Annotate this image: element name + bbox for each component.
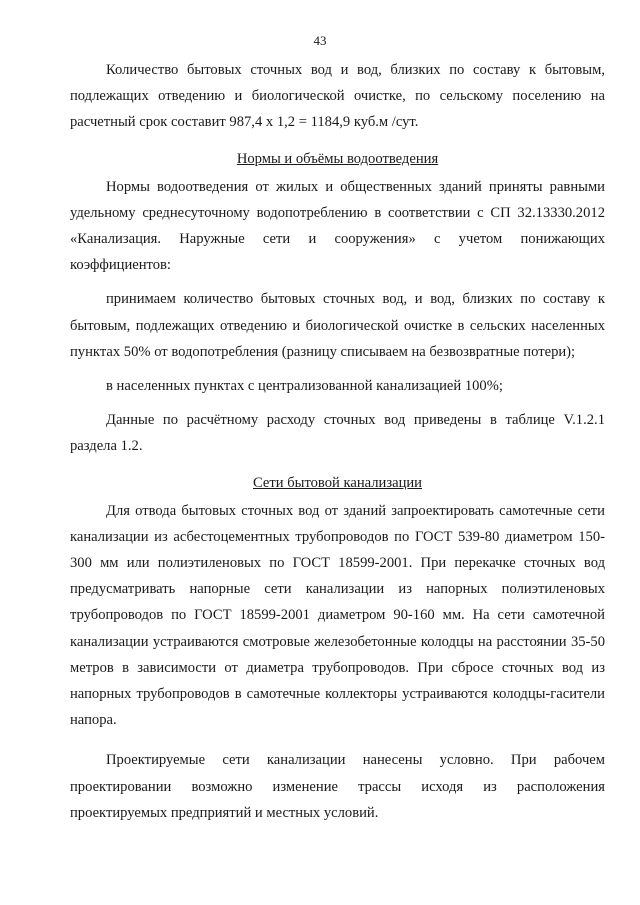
paragraph-design-note: Проектируемые сети канализации нанесены условно. При рабочем проектировании возможно изменение трассы исходя из расположения проектируемых предприятий и местных условий. xyxy=(70,752,605,821)
paragraph-rural-norm: принимаем количество бытовых сточных вод, и вод, близких по составу к бытовым, подлежащих отведению и биологической очистке в сельских населенных пунктах 50% от водопотребления (разницу списываем на безвозвратные потери); xyxy=(70,291,605,360)
paragraph-wastewater-volume: Количество бытовых сточных вод и вод, близких по составу к бытовым, подлежащих отведению и биологической очистке, по сельскому поселению на расчетный срок составит 987,4 х 1,2 = 1184,9 куб.м /сут. xyxy=(70,62,605,131)
section-heading-norms: Нормы и объёмы водоотведения xyxy=(236,150,439,167)
paragraph-norms: Нормы водоотведения от жилых и общественных зданий приняты равными удельному среднесуточному водопотреблению в соответствии с СП 32.13330.2012 «Канализация. Наружные сети и сооружения» с учетом понижающих коэффициентов: xyxy=(70,178,605,274)
paragraph-table-reference: Данные по расчётному расходу сточных вод приведены в таблице V.1.2.1 раздела 1.2. xyxy=(70,412,605,455)
paragraph-sewer-networks: Для отвода бытовых сточных вод от зданий запроектировать самотечные сети канализации из асбестоцементных трубопроводов по ГОСТ 539-80 диаметром 150-300 мм или полиэтиленовых по ГОСТ 18599-2001. При перекачке сточных вод предусматривать напорные сети канализации из напорных полиэтиленовых трубопроводов по ГОСТ 18599-2001 диаметром 90-160 мм. На сети самотечной канализации устраиваются смотровые железобетонные колодцы на расстоянии 35-50 метров в зависимости от диаметра трубопроводов. При сбросе сточных вод из напорных трубопроводов в самотечные коллекторы устраиваются колодцы-гасители напора. xyxy=(70,502,605,729)
paragraph-centralized-norm: в населенных пунктах с централизованной канализацией 100%; xyxy=(106,378,503,395)
page-number: 43 xyxy=(313,33,327,48)
section-heading-sewer-networks: Сети бытовой канализации xyxy=(252,474,422,491)
